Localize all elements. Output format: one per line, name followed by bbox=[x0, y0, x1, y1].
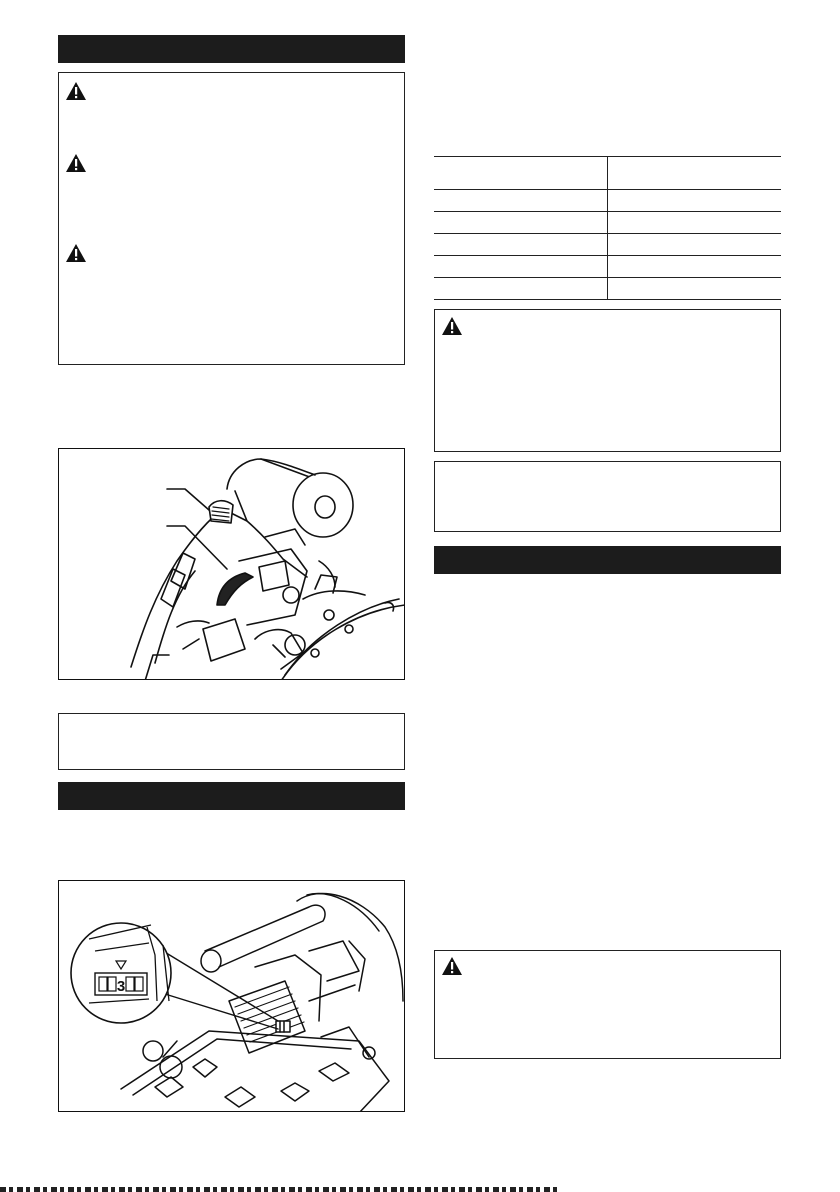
table-cell bbox=[434, 190, 608, 212]
table-cell bbox=[608, 234, 782, 256]
note-box-2 bbox=[434, 461, 781, 532]
section-heading-bar-2 bbox=[58, 782, 405, 810]
table-row bbox=[434, 234, 781, 256]
saw-handle-illustration bbox=[59, 449, 405, 680]
table-row bbox=[434, 190, 781, 212]
table-cell bbox=[434, 278, 608, 300]
warning-triangle-icon bbox=[65, 153, 87, 173]
saw-dial-illustration bbox=[59, 881, 405, 1112]
table-cell bbox=[608, 190, 782, 212]
section-heading-bar-1 bbox=[58, 35, 405, 63]
warning-box-1 bbox=[58, 72, 405, 365]
warning-box-3 bbox=[434, 950, 781, 1059]
figure-switch-trigger bbox=[58, 448, 405, 680]
figure-speed-dial bbox=[58, 880, 405, 1112]
table-cell bbox=[434, 256, 608, 278]
table-cell bbox=[434, 157, 608, 190]
warning-triangle-icon bbox=[441, 316, 463, 336]
table-row bbox=[434, 212, 781, 234]
table-cell bbox=[608, 157, 782, 190]
speed-table bbox=[434, 156, 781, 300]
warning-triangle-icon bbox=[65, 81, 87, 101]
table-cell bbox=[608, 212, 782, 234]
footer-scan-strip bbox=[0, 1187, 560, 1192]
warning-triangle-icon bbox=[65, 243, 87, 263]
table-cell bbox=[608, 256, 782, 278]
note-box-1 bbox=[58, 713, 405, 770]
warning-triangle-icon bbox=[441, 956, 463, 976]
table-header-row bbox=[434, 157, 781, 190]
table-row bbox=[434, 256, 781, 278]
speed-dial-active-number: 3 bbox=[116, 978, 126, 995]
table-cell bbox=[608, 278, 782, 300]
table-cell bbox=[434, 212, 608, 234]
section-heading-bar-3 bbox=[434, 546, 781, 574]
table-cell bbox=[434, 234, 608, 256]
table-row bbox=[434, 278, 781, 300]
warning-box-2 bbox=[434, 309, 781, 452]
